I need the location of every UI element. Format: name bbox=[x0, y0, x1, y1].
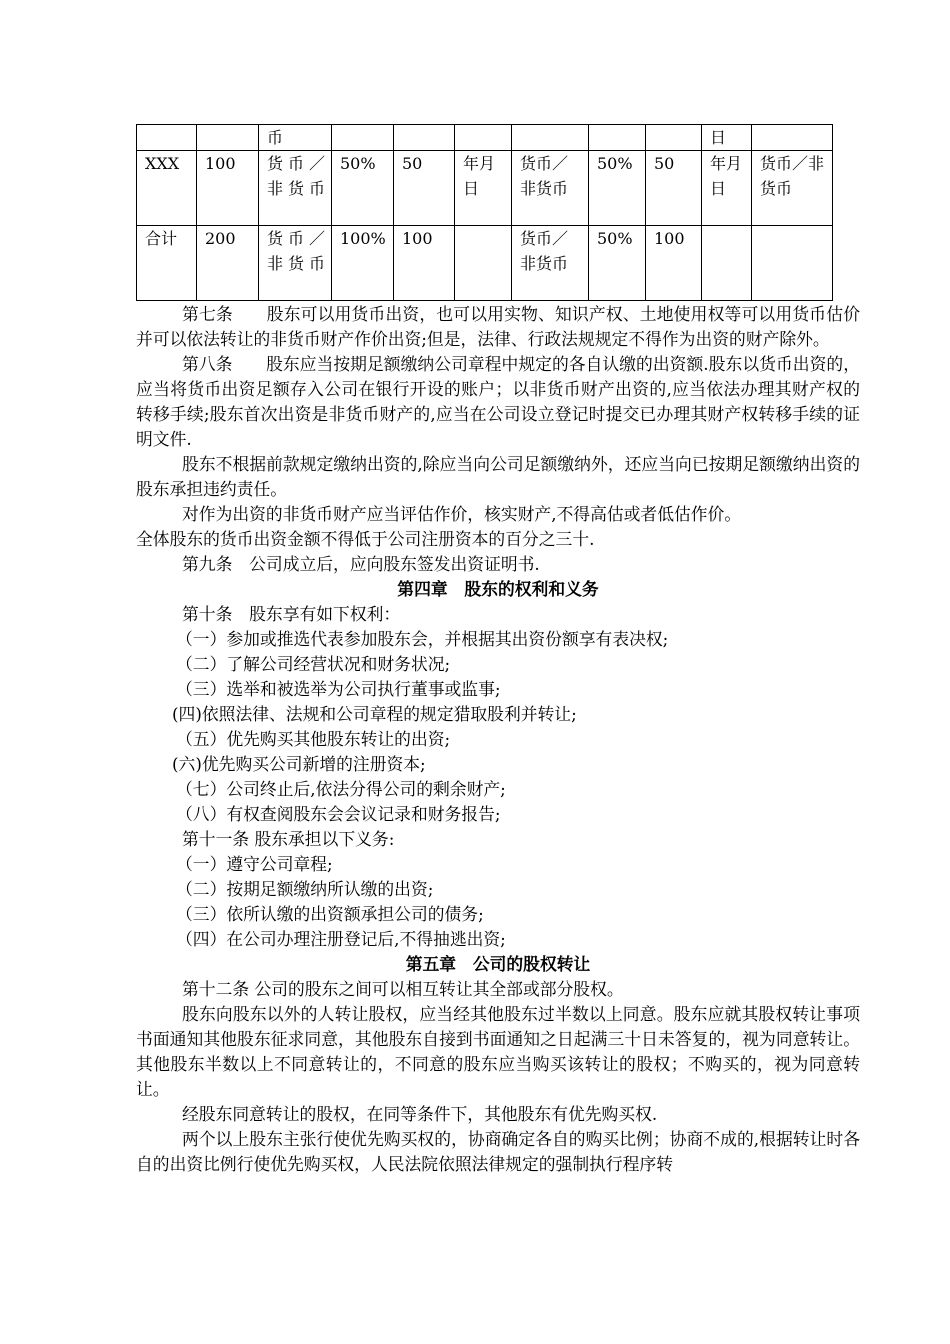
table-cell: 100% bbox=[332, 226, 394, 301]
table-cell bbox=[455, 226, 512, 301]
article-12-paragraph: 股东向股东以外的人转让股权，应当经其他股东过半数以上同意。股东应就其股权转让事项书面通知其他股东征求同意，其他股东自接到书面通知之日起满三十日未答复的，视为同意转让。其他股东半数以上不同意转让的，不同意的股东应当购买该转让的股权；不购买的，视为同意转让。 bbox=[136, 1004, 860, 1099]
table-cell bbox=[455, 125, 512, 151]
article-9: 第九条 公司成立后，应向股东签发出资证明书. bbox=[182, 554, 540, 574]
table-cell: 货币／非货币 bbox=[259, 226, 332, 301]
table-cell bbox=[332, 125, 394, 151]
table-cell: 100 bbox=[197, 151, 259, 226]
article-8-paragraph: 股东不根据前款规定缴纳出资的,除应当向公司足额缴纳外，还应当向已按期足额缴纳出资的股东承担违约责任。 bbox=[136, 454, 860, 499]
table-row bbox=[137, 151, 833, 226]
list-item: （一）参加或推选代表参加股东会，并根据其出资份额享有表决权; bbox=[176, 629, 669, 649]
article-12: 第十二条 公司的股东之间可以相互转让其全部或部分股权。 bbox=[182, 979, 624, 999]
table-cell: 50 bbox=[646, 151, 702, 226]
table-cell: 货币／非货币 bbox=[259, 151, 332, 226]
chapter-5-heading: 第五章 公司的股权转让 bbox=[405, 954, 591, 974]
table-cell bbox=[512, 125, 589, 151]
table-cell: XXX bbox=[137, 151, 197, 226]
table-cell bbox=[752, 125, 833, 151]
list-item: （七）公司终止后,依法分得公司的剩余财产; bbox=[176, 779, 506, 799]
list-item: （三）依所认缴的出资额承担公司的债务; bbox=[176, 904, 484, 924]
table-cell: 50% bbox=[589, 151, 646, 226]
table-cell: 100 bbox=[646, 226, 702, 301]
article-11: 第十一条 股东承担以下义务: bbox=[182, 829, 395, 849]
table-cell bbox=[589, 125, 646, 151]
list-item: （四）在公司办理注册登记后,不得抽逃出资; bbox=[176, 929, 506, 949]
list-item: （二）按期足额缴纳所认缴的出资; bbox=[176, 879, 434, 899]
table-cell: 200 bbox=[197, 226, 259, 301]
chapter-4-heading: 第四章 股东的权利和义务 bbox=[397, 579, 599, 599]
article-10: 第十条 股东享有如下权利： bbox=[182, 604, 401, 624]
list-item: （五）优先购买其他股东转让的出资; bbox=[176, 729, 451, 749]
table-cell bbox=[702, 226, 752, 301]
capital-contribution-table bbox=[136, 124, 833, 301]
list-item: （三）选举和被选举为公司执行董事或监事; bbox=[176, 679, 501, 699]
table-cell: 日 bbox=[702, 125, 752, 151]
list-item: (六)优先购买公司新增的注册资本; bbox=[172, 754, 426, 774]
table-cell: 年月日 bbox=[455, 151, 512, 226]
table-cell bbox=[646, 125, 702, 151]
table-cell: 50% bbox=[589, 226, 646, 301]
list-item: （二）了解公司经营状况和财务状况; bbox=[176, 654, 451, 674]
table-cell bbox=[137, 125, 197, 151]
article-8-paragraph: 全体股东的货币出资金额不得低于公司注册资本的百分之三十. bbox=[136, 529, 595, 549]
table-cell: 货币／非货币 bbox=[752, 151, 833, 226]
list-item: (四)依照法律、法规和公司章程的规定猎取股利并转让; bbox=[172, 704, 577, 724]
table-cell bbox=[197, 125, 259, 151]
article-12-paragraph: 两个以上股东主张行使优先购买权的，协商确定各自的购买比例；协商不成的,根据转让时各自的出资比例行使优先购买权，人民法院依照法律规定的强制执行程序转 bbox=[136, 1129, 860, 1174]
table-cell: 50 bbox=[394, 151, 455, 226]
table-cell: 年月日 bbox=[702, 151, 752, 226]
document-body bbox=[136, 302, 860, 1177]
table-cell: 币 bbox=[259, 125, 332, 151]
table-row bbox=[137, 226, 833, 301]
article-8-paragraph: 对作为出资的非货币财产应当评估作价，核实财产,不得高估或者低估作价。 bbox=[182, 504, 742, 524]
article-12-paragraph: 经股东同意转让的股权，在同等条件下，其他股东有优先购买权. bbox=[182, 1104, 658, 1124]
table-row bbox=[137, 125, 833, 151]
table-cell bbox=[752, 226, 833, 301]
table-cell: 合计 bbox=[137, 226, 197, 301]
table-cell bbox=[394, 125, 455, 151]
table-cell: 50% bbox=[332, 151, 394, 226]
table-cell: 货币／非货币 bbox=[512, 226, 589, 301]
article-8: 第八条 股东应当按期足额缴纳公司章程中规定的各自认缴的出资额.股东以货币出资的，应当将货币出资足额存入公司在银行开设的账户；以非货币财产出资的,应当依法办理其财产权的转移手续;股东首次出资是非货币财产的,应当在公司设立登记时提交已办理其财产权转移手续的证明文件. bbox=[136, 354, 860, 449]
article-7: 第七条 股东可以用货币出资，也可以用实物、知识产权、土地使用权等可以用货币估价并可以依法转让的非货币财产作价出资;但是，法律、行政法规规定不得作为出资的财产除外。 bbox=[136, 304, 860, 349]
table-cell: 100 bbox=[394, 226, 455, 301]
list-item: （八）有权查阅股东会会议记录和财务报告; bbox=[176, 804, 501, 824]
table-cell: 货币／非货币 bbox=[512, 151, 589, 226]
list-item: （一）遵守公司章程; bbox=[176, 854, 333, 874]
